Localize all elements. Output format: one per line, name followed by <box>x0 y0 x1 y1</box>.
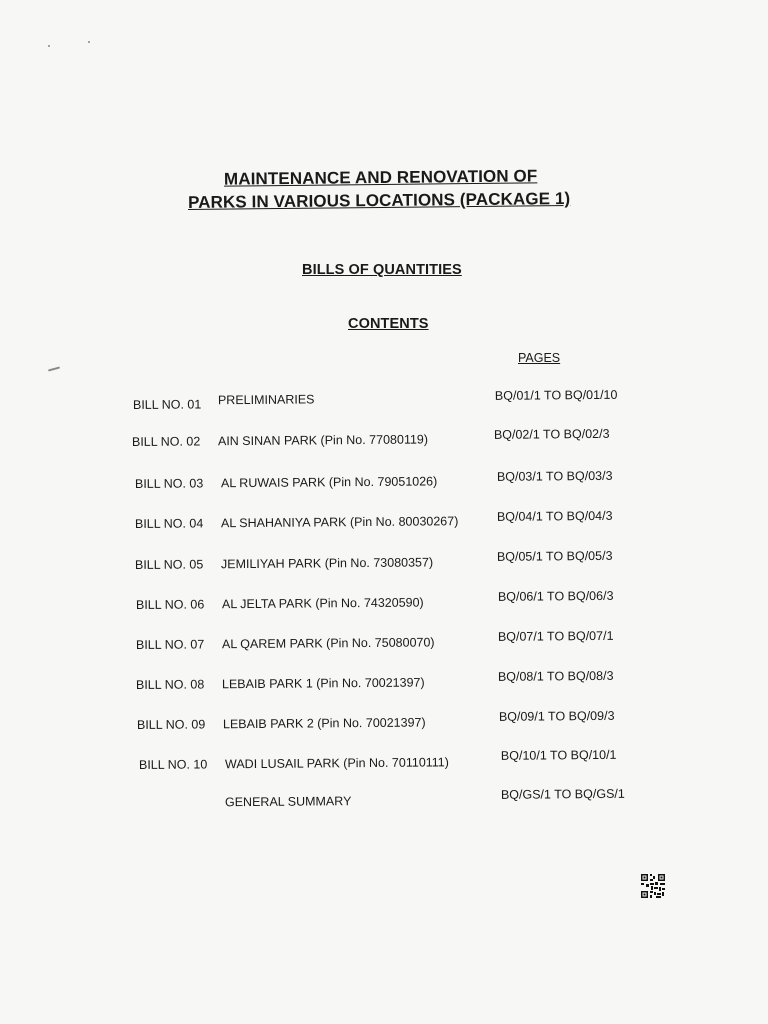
bill-number: BILL NO. 06 <box>135 597 205 612</box>
bill-pages: BQ/07/1 TO BQ/07/1 <box>497 628 614 644</box>
bill-description: AL JELTA PARK (Pin No. 74320590) <box>221 595 424 612</box>
qr-code-icon <box>640 873 666 899</box>
bill-number: BILL NO. 10 <box>138 757 208 772</box>
bill-pages: BQ/04/1 TO BQ/04/3 <box>496 508 613 524</box>
bill-number: BILL NO. 08 <box>135 677 205 692</box>
bill-description: AL RUWAIS PARK (Pin No. 79051026) <box>220 474 438 491</box>
bill-number: BILL NO. 05 <box>134 557 204 572</box>
bill-description: AL QAREM PARK (Pin No. 75080070) <box>221 635 435 652</box>
bill-description: JEMILIYAH PARK (Pin No. 73080357) <box>220 555 434 572</box>
bill-number: BILL NO. 03 <box>134 476 204 491</box>
document-subtitle: BILLS OF QUANTITIES <box>302 262 462 278</box>
bill-number: BILL NO. 07 <box>135 637 205 652</box>
bill-pages: BQ/06/1 TO BQ/06/3 <box>497 588 614 604</box>
bill-pages: BQ/08/1 TO BQ/08/3 <box>497 668 614 684</box>
bill-number: BILL NO. 09 <box>136 717 206 732</box>
bill-description: LEBAIB PARK 1 (Pin No. 70021397) <box>221 675 425 692</box>
bill-pages: BQ/GS/1 TO BQ/GS/1 <box>500 786 625 802</box>
scan-speck <box>48 45 50 47</box>
bill-pages: BQ/05/1 TO BQ/05/3 <box>496 548 613 564</box>
scan-speck <box>88 41 90 43</box>
bill-pages: BQ/03/1 TO BQ/03/3 <box>496 468 613 484</box>
bill-pages: BQ/01/1 TO BQ/01/10 <box>494 387 618 403</box>
bill-description: AIN SINAN PARK (Pin No. 77080119) <box>217 432 429 449</box>
bill-number: BILL NO. 01 <box>132 397 202 412</box>
bill-pages: BQ/09/1 TO BQ/09/3 <box>498 708 615 724</box>
scan-speck <box>48 366 60 371</box>
section-heading: CONTENTS <box>348 316 429 332</box>
bill-description: WADI LUSAIL PARK (Pin No. 70110111) <box>224 755 449 772</box>
bill-description: GENERAL SUMMARY <box>224 794 352 810</box>
bill-pages: BQ/02/1 TO BQ/02/3 <box>493 426 610 442</box>
document-title-line-2: PARKS IN VARIOUS LOCATIONS (PACKAGE 1) <box>187 188 571 213</box>
bill-description: PRELIMINARIES <box>217 392 315 408</box>
document-title-line-1: MAINTENANCE AND RENOVATION OF <box>223 166 538 189</box>
bill-pages: BQ/10/1 TO BQ/10/1 <box>500 747 617 763</box>
bill-number: BILL NO. 02 <box>131 434 201 449</box>
bill-number: BILL NO. 04 <box>134 516 204 531</box>
bill-description: AL SHAHANIYA PARK (Pin No. 80030267) <box>220 514 459 531</box>
bill-description: LEBAIB PARK 2 (Pin No. 70021397) <box>222 715 426 732</box>
pages-column-header: PAGES <box>518 351 561 365</box>
